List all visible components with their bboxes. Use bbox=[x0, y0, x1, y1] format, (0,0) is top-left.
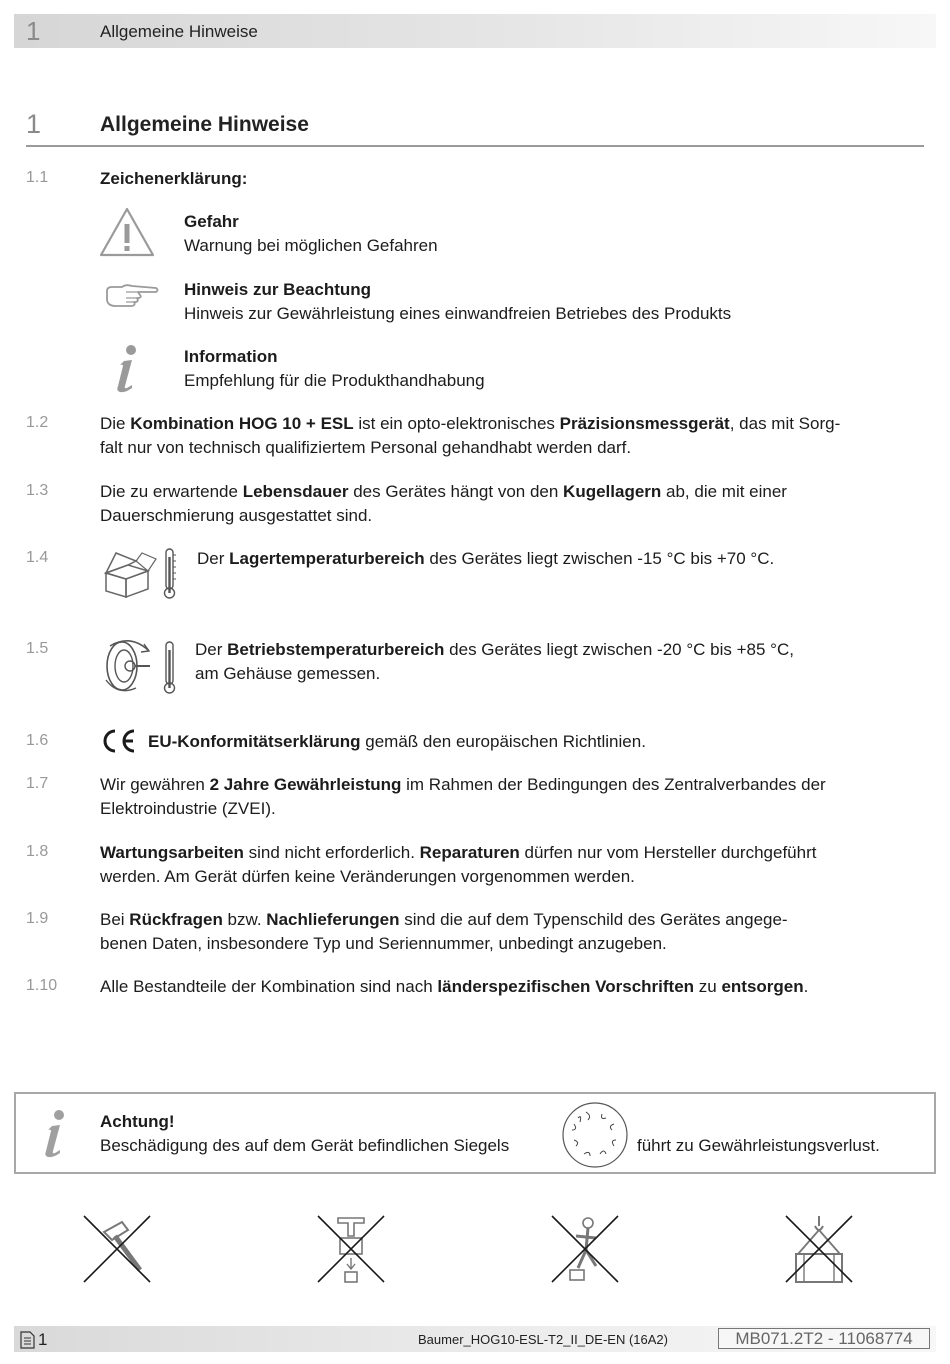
legend-title-information: Information bbox=[184, 347, 278, 366]
warning-triangle-icon bbox=[98, 206, 156, 258]
section-divider bbox=[26, 145, 924, 147]
item-1-7-line-1: Wir gewähren 2 Jahre Gewährleistung im Rahmen der Bedingungen des Zentralverbandes der bbox=[100, 775, 826, 794]
information-icon bbox=[112, 344, 142, 394]
item-1-8-line-1: Wartungsarbeiten sind nicht erforderlich. Reparaturen dürfen nur vom Hersteller durchgeführt bbox=[100, 843, 817, 862]
item-number: 1.4 bbox=[26, 549, 49, 566]
header-title: Allgemeine Hinweise bbox=[100, 22, 258, 41]
item-number: 1.2 bbox=[26, 414, 49, 431]
item-1-2-line-2: falt nur von technisch qualifiziertem Personal gehandhabt werden darf. bbox=[100, 438, 632, 457]
item-number: 1.9 bbox=[26, 910, 49, 927]
note-text-before: Beschädigung des auf dem Gerät befindlichen Siegels bbox=[100, 1136, 510, 1155]
no-axial-load-icon bbox=[316, 1214, 386, 1284]
item-number: 1.8 bbox=[26, 843, 49, 860]
document-code: MB071.2T2 - 11068774 bbox=[718, 1328, 930, 1349]
item-1-10-text: Alle Bestandteile der Kombination sind nach länderspezifischen Vorschriften zu entsorgen. bbox=[100, 977, 809, 996]
legend-text-information: Empfehlung für die Produkthandhabung bbox=[184, 371, 485, 390]
legend-title-notice: Hinweis zur Beachtung bbox=[184, 280, 372, 299]
item-number: 1.7 bbox=[26, 775, 49, 792]
no-lifting-icon bbox=[784, 1214, 854, 1284]
note-seal-label bbox=[560, 1100, 630, 1170]
item-1-3-line-2: Dauerschmierung ausgestattet sind. bbox=[100, 506, 373, 525]
item-1-9-line-1: Bei Rückfragen bzw. Nachlieferungen sind die auf dem Typenschild des Gerätes angege- bbox=[100, 910, 788, 929]
legend-text-notice: Hinweis zur Gewährleistung eines einwandfreien Betriebes des Produkts bbox=[184, 304, 732, 323]
section-number: 1 bbox=[26, 109, 42, 139]
ce-mark-icon bbox=[100, 728, 138, 754]
legend-heading: Zeichenerklärung: bbox=[100, 169, 248, 188]
legend-text-danger: Warnung bei möglichen Gefahren bbox=[184, 236, 438, 255]
note-title: Achtung! bbox=[100, 1112, 175, 1131]
item-1-2-line-1: Die Kombination HOG 10 + ESL ist ein opto-elektronisches Präzisionsmessgerät, das mit Sorg- bbox=[100, 414, 841, 433]
item-1-6-text: EU-Konformitätserklärung gemäß den europäischen Richtlinien. bbox=[148, 732, 646, 751]
item-1-7-line-2: Elektroindustrie (ZVEI). bbox=[100, 799, 276, 818]
item-1-8-line-2: werden. Am Gerät dürfen keine Veränderungen vorgenommen werden. bbox=[100, 867, 635, 886]
legend-title-danger: Gefahr bbox=[184, 212, 239, 231]
storage-box-thermometer-icon bbox=[102, 547, 182, 601]
rotating-encoder-thermometer-icon bbox=[100, 636, 182, 696]
item-number: 1.5 bbox=[26, 640, 49, 657]
section-title: Allgemeine Hinweise bbox=[100, 113, 309, 136]
item-number: 1.3 bbox=[26, 482, 49, 499]
item-1-4-text: Der Lagertemperaturbereich des Gerätes liegt zwischen -15 °C bis +70 °C. bbox=[197, 549, 775, 568]
item-1-3-line-1: Die zu erwartende Lebensdauer des Gerätes hängt von den Kugellagern ab, die mit einer bbox=[100, 482, 787, 501]
item-number: 1.10 bbox=[26, 977, 58, 994]
note-text-after: führt zu Gewährleistungsverlust. bbox=[637, 1136, 880, 1155]
item-1-5-line-2: am Gehäuse gemessen. bbox=[195, 664, 381, 683]
no-stepping-icon bbox=[550, 1214, 620, 1284]
information-icon bbox=[40, 1108, 70, 1160]
item-1-5-line-1: Der Betriebstemperaturbereich des Gerätes liegt zwischen -20 °C bis +85 °C, bbox=[195, 640, 794, 659]
no-hammer-icon bbox=[82, 1214, 152, 1284]
pointing-hand-icon bbox=[104, 283, 160, 309]
item-number: 1.6 bbox=[26, 732, 49, 749]
document-filename: Baumer_HOG10-ESL-T2_II_DE-EN (16A2) bbox=[418, 1332, 668, 1347]
item-number: 1.1 bbox=[26, 169, 49, 186]
header-chapter-number: 1 bbox=[26, 16, 41, 46]
page-icon bbox=[20, 1331, 35, 1349]
page-number: 1 bbox=[38, 1330, 48, 1349]
item-1-9-line-2: benen Daten, insbesondere Typ und Seriennummer, unbedingt anzugeben. bbox=[100, 934, 667, 953]
